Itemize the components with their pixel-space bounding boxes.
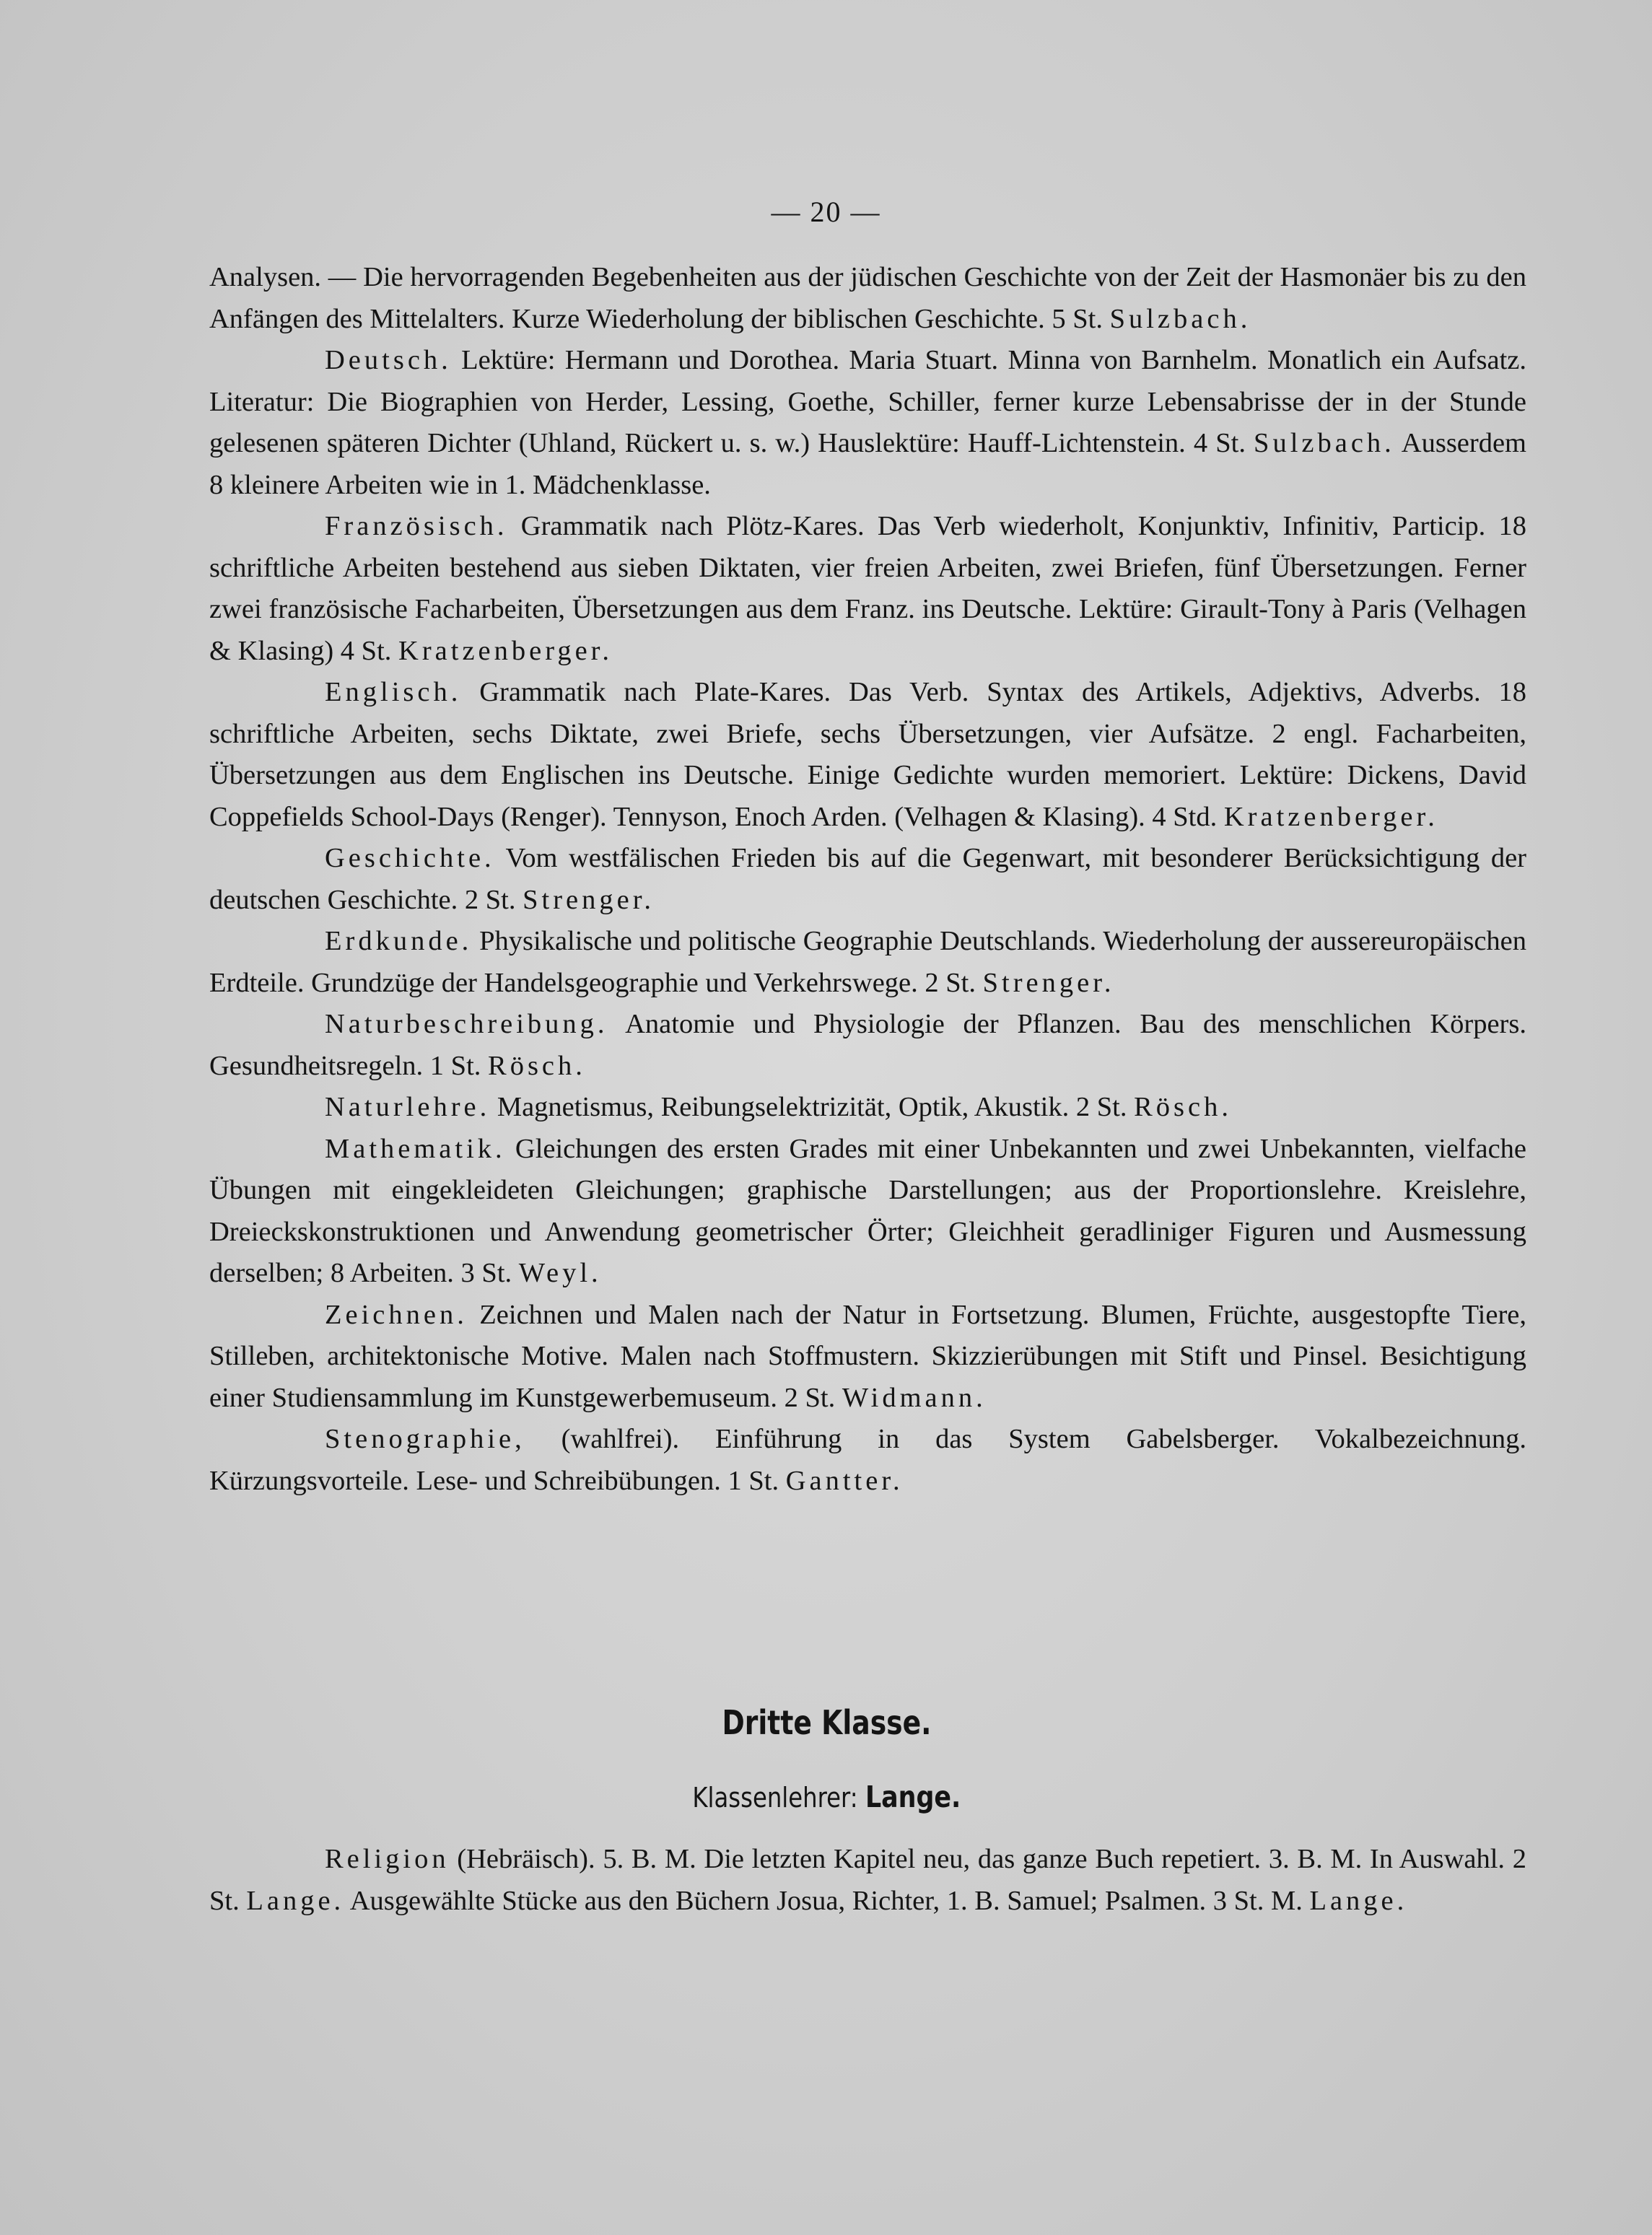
subject-name: Stenographie, — [325, 1424, 525, 1454]
subject-name: Religion — [325, 1844, 450, 1874]
paragraph-naturlehre — [209, 1087, 1526, 1129]
body-text-lower — [209, 1839, 1526, 1922]
teacher-name: Gantter. — [785, 1465, 904, 1496]
teacher-name: Rösch. — [488, 1050, 586, 1081]
paragraph-text: Vom westfälischen Frieden bis auf die Gegenwart, mit besonderer Berücksichtigung der deutschen Geschichte. 2 St. — [209, 843, 1526, 915]
paragraph-text: Gleichungen des ersten Grades mit einer Unbekannten und zwei Unbekannten, vielfache Übungen mit eingekleideten Gleichungen; graphische Darstellungen; aus der Proportionslehre. Kreislehre, Dreieckskonstruktionen und Anwendung geometrischer Örter; Gleichheit geradliniger Figuren und Ausmessung derselben; 8 Arbeiten. 3 St. — [209, 1133, 1526, 1288]
teacher-name: Rösch. — [1134, 1092, 1232, 1122]
teacher-name: Lange. — [246, 1885, 345, 1916]
paragraph-text: (wahlfrei). Einführung in das System Gabelsberger. Vokalbezeichnung. Kürzungsvorteile. Lese- und Schreibübungen. 1 St. — [209, 1424, 1527, 1496]
teacher-name: Strenger. — [982, 967, 1115, 998]
paragraph-englisch — [209, 672, 1526, 838]
subject-name: Erdkunde. — [325, 926, 473, 956]
paragraph-text: Lektüre: Hermann und Dorothea. Maria Stuart. Minna von Barnhelm. Monatlich ein Aufsatz. Literatur: Die Biographien von Herder, Lessing, Goethe, Schiller, ferner kurze Lebensabrisse der in der Stunde gelesenen späteren Dichter (Uhland, Rückert u. s. w.) Hauslektüre: Hauff-Lichtenstein. 4 St. — [209, 345, 1526, 458]
paragraph-text: (Hebräisch). 5. B. M. Die letzten Kapitel neu, das ganze Buch repetiert. 3. B. M. In Auswahl. 2 St. — [209, 1844, 1526, 1916]
paragraph-text: Zeichnen und Malen nach der Natur in Fortsetzung. Blumen, Früchte, ausgestopfte Tiere, Stilleben, architektonische Motive. Malen nach Stoffmustern. Skizzierübungen mit Stift und Pinsel. Besichtigung einer Studiensammlung im Kunstgewerbemuseum. 2 St. — [209, 1299, 1527, 1413]
teacher-name: Widmann. — [842, 1382, 987, 1413]
paragraph-franzoesisch — [209, 506, 1526, 672]
subject-name: Zeichnen. — [325, 1299, 468, 1330]
page-number: — 20 — — [771, 196, 881, 228]
subject-name: Naturlehre. — [325, 1092, 491, 1122]
paragraph-text: Ausserdem 8 kleinere Arbeiten wie in 1. Mädchenklasse. — [209, 428, 1526, 500]
paragraph-naturbeschreibung — [209, 1004, 1526, 1087]
paragraph-deutsch — [209, 340, 1526, 506]
teacher-name: Sulzbach. — [1109, 303, 1251, 334]
teacher-name: Weyl. — [518, 1258, 602, 1288]
paragraph-text: Grammatik nach Plate-Kares. Das Verb. Syntax des Artikels, Adjektivs, Adverbs. 18 schriftliche Arbeiten, sechs Diktate, zwei Briefe, sechs Übersetzungen, vier Aufsätze. 2 engl. Facharbeiten, Übersetzungen aus dem Englischen ins Deutsche. Einige Gedichte wurden memoriert. Lektüre: Dickens, David Coppefields School-Days (Renger). Tennyson, Enoch Arden. (Velhagen & Klasing). 4 Std. — [209, 677, 1526, 832]
class-teacher-line — [125, 1780, 1529, 1814]
paragraph-geschichte — [209, 838, 1526, 921]
paragraph-zeichnen — [209, 1295, 1526, 1420]
class-teacher-label: Klassenlehrer: — [692, 1782, 858, 1814]
subject-name: Naturbeschreibung. — [325, 1009, 608, 1039]
subject-name: Französisch. — [325, 511, 508, 541]
paragraph-text: Magnetismus, Reibungselektrizität, Optik, Akustik. 2 St. — [497, 1092, 1127, 1122]
subject-name: Englisch. — [325, 677, 462, 707]
body-text — [209, 257, 1526, 1502]
teacher-name: Sulzbach. — [1254, 428, 1395, 458]
teacher-name: Kratzenberger. — [398, 635, 613, 666]
teacher-name: Lange. — [1309, 1885, 1408, 1916]
subject-name: Geschichte. — [325, 843, 495, 873]
paragraph-mathematik — [209, 1129, 1526, 1295]
paragraph-text: Physikalische und politische Geographie Deutschlands. Wiederholung der aussereuropäischen Erdteile. Grundzüge der Handelsgeographie und Verkehrswege. 2 St. — [209, 926, 1527, 998]
paragraph-text: Grammatik nach Plötz-Kares. Das Verb wiederholt, Konjunktiv, Infinitiv, Particip. 18 schriftliche Arbeiten bestehend aus sieben Diktaten, vier freien Arbeiten, zwei Briefen, fünf Übersetzungen. Ferner zwei französische Facharbeiten, Übersetzungen aus dem Franz. ins Deutsche. Lektüre: Girault-Tony à Paris (Velhagen & Klasing) 4 St. — [209, 511, 1527, 666]
subject-name: Mathematik. — [325, 1133, 506, 1164]
paragraph-text: Ausgewählte Stücke aus den Büchern Josua, Richter, 1. B. Samuel; Psalmen. 3 St. M. — [349, 1885, 1303, 1916]
paragraph-text: Anatomie und Physiologie der Pflanzen. Bau des menschlichen Körpers. Gesundheitsregeln. 1 St. — [209, 1009, 1526, 1081]
teacher-name: Strenger. — [523, 884, 655, 915]
section-heading: Dritte Klasse. — [722, 1703, 932, 1742]
teacher-name: Kratzenberger. — [1223, 801, 1438, 832]
paragraph-text: Analysen. — Die hervorragenden Begebenheiten aus der jüdischen Geschichte von der Zeit der Hasmonäer bis zu den Anfängen des Mittelalters. Kurze Wiederholung der biblischen Geschichte. 5 St. — [209, 262, 1526, 334]
paragraph-stenographie — [209, 1419, 1526, 1502]
class-teacher-name: Lange. — [865, 1780, 961, 1814]
paragraph-religion — [209, 1839, 1526, 1922]
paragraph-erdkunde — [209, 921, 1526, 1004]
subject-name: Deutsch. — [325, 345, 452, 375]
paragraph-religion-history — [209, 257, 1526, 340]
